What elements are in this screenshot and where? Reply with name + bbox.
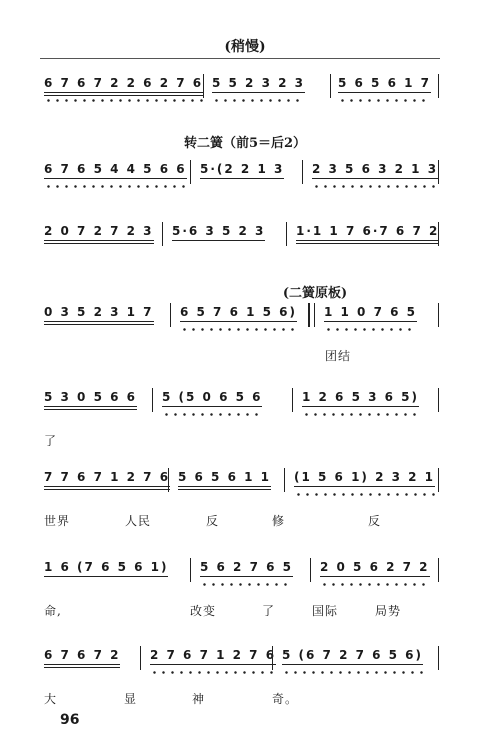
measure: 2 0 7 2 7 2 3: [44, 224, 154, 238]
barline: [190, 558, 191, 582]
barline: [438, 222, 439, 246]
notation-row: [40, 160, 440, 184]
notation-system: [40, 558, 440, 618]
notation-system: [40, 160, 440, 220]
barline: [162, 222, 163, 246]
lyric: 反: [368, 514, 382, 528]
barline: [203, 74, 204, 98]
barline: [152, 388, 153, 412]
key-transition-heading: 转二簧（前5＝后2）: [183, 136, 307, 151]
measure: 5·6 3 5 2 3: [172, 224, 265, 238]
barline: [308, 303, 310, 327]
tempo-marking: (稍慢): [224, 39, 266, 55]
measure: 6 7 6 7 2 2 6 2 7 6: [44, 76, 203, 90]
notation-system: [40, 388, 440, 448]
barline: [190, 160, 191, 184]
barline: [314, 303, 315, 327]
lyric: 反: [206, 514, 220, 528]
measure: 5 (5 0 6 5 6: [162, 390, 262, 404]
lyric: 局势: [375, 604, 402, 618]
notation-system: [40, 303, 440, 363]
barline: [286, 222, 287, 246]
lyric: 了: [44, 434, 58, 448]
barline: [438, 646, 439, 670]
notation-system: [40, 222, 440, 282]
barline: [438, 74, 439, 98]
barline: [168, 468, 169, 492]
measure: (1 5 6 1) 2 3 2 1: [294, 470, 435, 484]
barline: [330, 74, 331, 98]
barline: [310, 558, 311, 582]
measure: 2 7 6 7 1 2 7 6: [150, 648, 276, 662]
barline: [272, 646, 273, 670]
barline: [438, 303, 439, 327]
barline: [284, 468, 285, 492]
notation-row: [40, 303, 440, 327]
lyric: 团结: [325, 349, 352, 363]
notation-system: [40, 74, 440, 134]
barline: [292, 388, 293, 412]
barline: [438, 160, 439, 184]
measure: 6 7 6 5 4 4 5 6 6: [44, 162, 187, 176]
measure: 5 6 2 7 6 5: [200, 560, 293, 574]
lyric: 奇。: [272, 692, 299, 706]
top-rule: [40, 58, 440, 59]
page-number: 96: [60, 712, 80, 728]
measure: 6 5 7 6 1 5 6): [180, 305, 297, 319]
barline: [438, 388, 439, 412]
notation-system: [40, 646, 440, 706]
measure: 1 2 6 5 3 6 5): [302, 390, 419, 404]
lyric: 人民: [125, 514, 152, 528]
measure: 1 1 0 7 6 5: [324, 305, 417, 319]
notation-row: [40, 558, 440, 582]
measure: 6 7 6 7 2: [44, 648, 120, 662]
lyric: 修: [272, 514, 286, 528]
measure: 1·1 1 7 6·7 6 7 2: [296, 224, 439, 238]
lyric: 神: [192, 692, 206, 706]
measure: 0 3 5 2 3 1 7: [44, 305, 154, 319]
measure: 5·(2 2 1 3: [200, 162, 284, 176]
measure: 5 5 2 3 2 3: [212, 76, 305, 90]
measure: 5 (6 7 2 7 6 5 6): [282, 648, 423, 662]
barline: [302, 160, 303, 184]
measure: 5 6 5 6 1 1: [178, 470, 271, 484]
notation-row: [40, 646, 440, 670]
measure: 2 0 5 6 2 7 2: [320, 560, 430, 574]
lyric: 大: [44, 692, 58, 706]
notation-system: [40, 468, 440, 528]
barline: [170, 303, 171, 327]
measure: 2 3 5 6 3 2 1 3: [312, 162, 438, 176]
measure: 5 3 0 5 6 6: [44, 390, 137, 404]
section-heading: (二簧原板): [282, 286, 348, 301]
barline: [438, 558, 439, 582]
barline: [438, 468, 439, 492]
notation-row: [40, 222, 440, 246]
lyric: 了: [262, 604, 276, 618]
lyric: 显: [124, 692, 138, 706]
measure: 7 7 6 7 1 2 7 6: [44, 470, 170, 484]
measure: 1 6 (7 6 5 6 1): [44, 560, 168, 574]
notation-row: [40, 74, 440, 98]
lyric: 世界: [44, 514, 71, 528]
measure: 5 6 5 6 1 7: [338, 76, 431, 90]
lyric: 国际: [312, 604, 339, 618]
lyric: 命,: [44, 604, 62, 618]
lyric: 改变: [190, 604, 217, 618]
barline: [140, 646, 141, 670]
notation-row: [40, 468, 440, 492]
notation-row: [40, 388, 440, 412]
